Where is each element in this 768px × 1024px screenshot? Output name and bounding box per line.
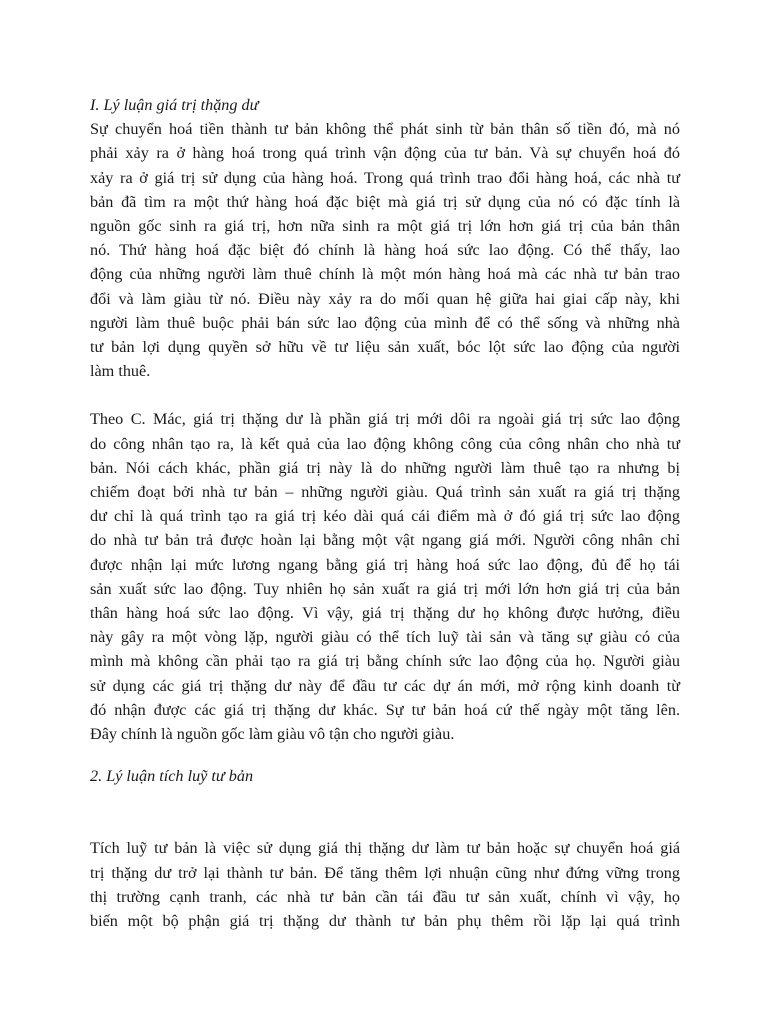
- text-line: Đây chính là nguồn gốc làm giàu vô tận cho người giàu.: [90, 725, 455, 744]
- document-page: [90, 93, 680, 933]
- section-spacer: [90, 788, 680, 836]
- section-heading: 2. Lý luận tích luỹ tư bản: [90, 767, 254, 786]
- text-line: do công nhân tạo ra, là kết quả của lao động không công của công nhân cho nhà tư: [90, 434, 680, 453]
- text-line: bản đã tìm ra một thứ hàng hoá đặc biệt mà giá trị sử dụng của nó có đặc tính là: [90, 192, 680, 211]
- text-line: người làm thuê buộc phải bán sức lao động của mình để có thể sống và những nhà: [90, 313, 680, 332]
- text-line: thân hàng hoá sức lao động. Vì vậy, giá trị thặng dư họ không được hưởng, điều: [90, 604, 680, 623]
- text-line: làm thuê.: [90, 362, 151, 381]
- text-line: xảy ra ở giá trị sử dụng của hàng hoá. Trong quá trình trao đổi hàng hoá, các nhà tư: [90, 168, 680, 187]
- text-line: được nhận lại mức lương ngang bằng giá trị hàng hoá sức lao động, đủ để họ tái: [90, 555, 680, 574]
- text-line: trị thặng dư trở lại thành tư bản. Để tăng thêm lợi nhuận cũng như đứng vững trong: [90, 863, 680, 882]
- text-line: bản. Nói cách khác, phần giá trị này là do những người làm thuê tạo ra nhưng bị: [90, 458, 680, 477]
- text-line: tư bản lợi dụng quyền sở hữu về tư liệu sản xuất, bóc lột sức lao động của người: [90, 338, 680, 357]
- paragraph: [90, 836, 680, 933]
- paragraph: [90, 117, 680, 383]
- text-line: Theo C. Mác, giá trị thặng dư là phần giá trị mới dôi ra ngoài giá trị sức lao động: [90, 410, 680, 429]
- text-line: Sự chuyển hoá tiền thành tư bản không thể phát sinh từ bản thân số tiền đó, mà nó: [90, 120, 680, 139]
- paragraph: [90, 407, 680, 746]
- section-heading: I. Lý luận giá trị thặng dư: [90, 96, 259, 114]
- text-line: mình mà không cần phải tạo ra giá trị bằng chính sức lao động của họ. Người giàu: [90, 652, 680, 671]
- section-spacer: [90, 746, 680, 764]
- text-line: đổi và làm giàu từ nó. Điều này xảy ra do mối quan hệ giữa hai giai cấp này, khi: [90, 289, 680, 308]
- text-line: nó. Thứ hàng hoá đặc biệt đó chính là hàng hoá sức lao động. Có thể thấy, lao: [90, 241, 680, 260]
- text-line: phải xảy ra ở hàng hoá trong quá trình vận động của tư bản. Và sự chuyển hoá đó: [90, 144, 680, 163]
- text-line: động của những người làm thuê chính là một món hàng hoá mà các nhà tư bản trao: [90, 265, 680, 284]
- text-line: do nhà tư bản trả được hoàn lại bằng một vật ngang giá mới. Người công nhân chỉ: [90, 531, 680, 550]
- text-line: biến một bộ phận giá trị thặng dư thành tư bản phụ thêm rồi lặp lại quá trình: [90, 912, 680, 931]
- text-line: chiếm đoạt bởi nhà tư bản – những người giàu. Quá trình sản xuất ra giá trị thặng: [90, 483, 680, 502]
- text-line: này gây ra một vòng lặp, người giàu có thể tích luỹ tài sản và tăng sự giàu có của: [90, 628, 680, 647]
- text-line: nguồn gốc sinh ra giá trị, hơn nữa sinh ra một giá trị lớn hơn giá trị của bản thân: [90, 217, 680, 236]
- paragraph-spacer: [90, 383, 680, 407]
- text-line: thị trường cạnh tranh, các nhà tư bản cần tái đầu tư sản xuất, chính vì vậy, họ: [90, 887, 680, 906]
- text-line: sản xuất sức lao động. Tuy nhiên họ sản xuất ra giá trị mới lớn hơn giá trị của bản: [90, 579, 680, 598]
- text-line: đó nhận được các giá trị thặng dư khác. Sự tư bản hoá cứ thế ngày một tăng lên.: [90, 700, 680, 719]
- text-line: sử dụng các giá trị thặng dư này để đầu tư các dự án mới, mở rộng kinh doanh từ: [90, 676, 680, 695]
- text-line: dư chỉ là quá trình tạo ra giá trị kéo dài quá cái điểm mà ở đó giá trị sức lao động: [90, 507, 680, 526]
- text-line: Tích luỹ tư bản là việc sử dụng giá thị thặng dư làm tư bản hoặc sự chuyển hoá giá: [90, 839, 680, 858]
